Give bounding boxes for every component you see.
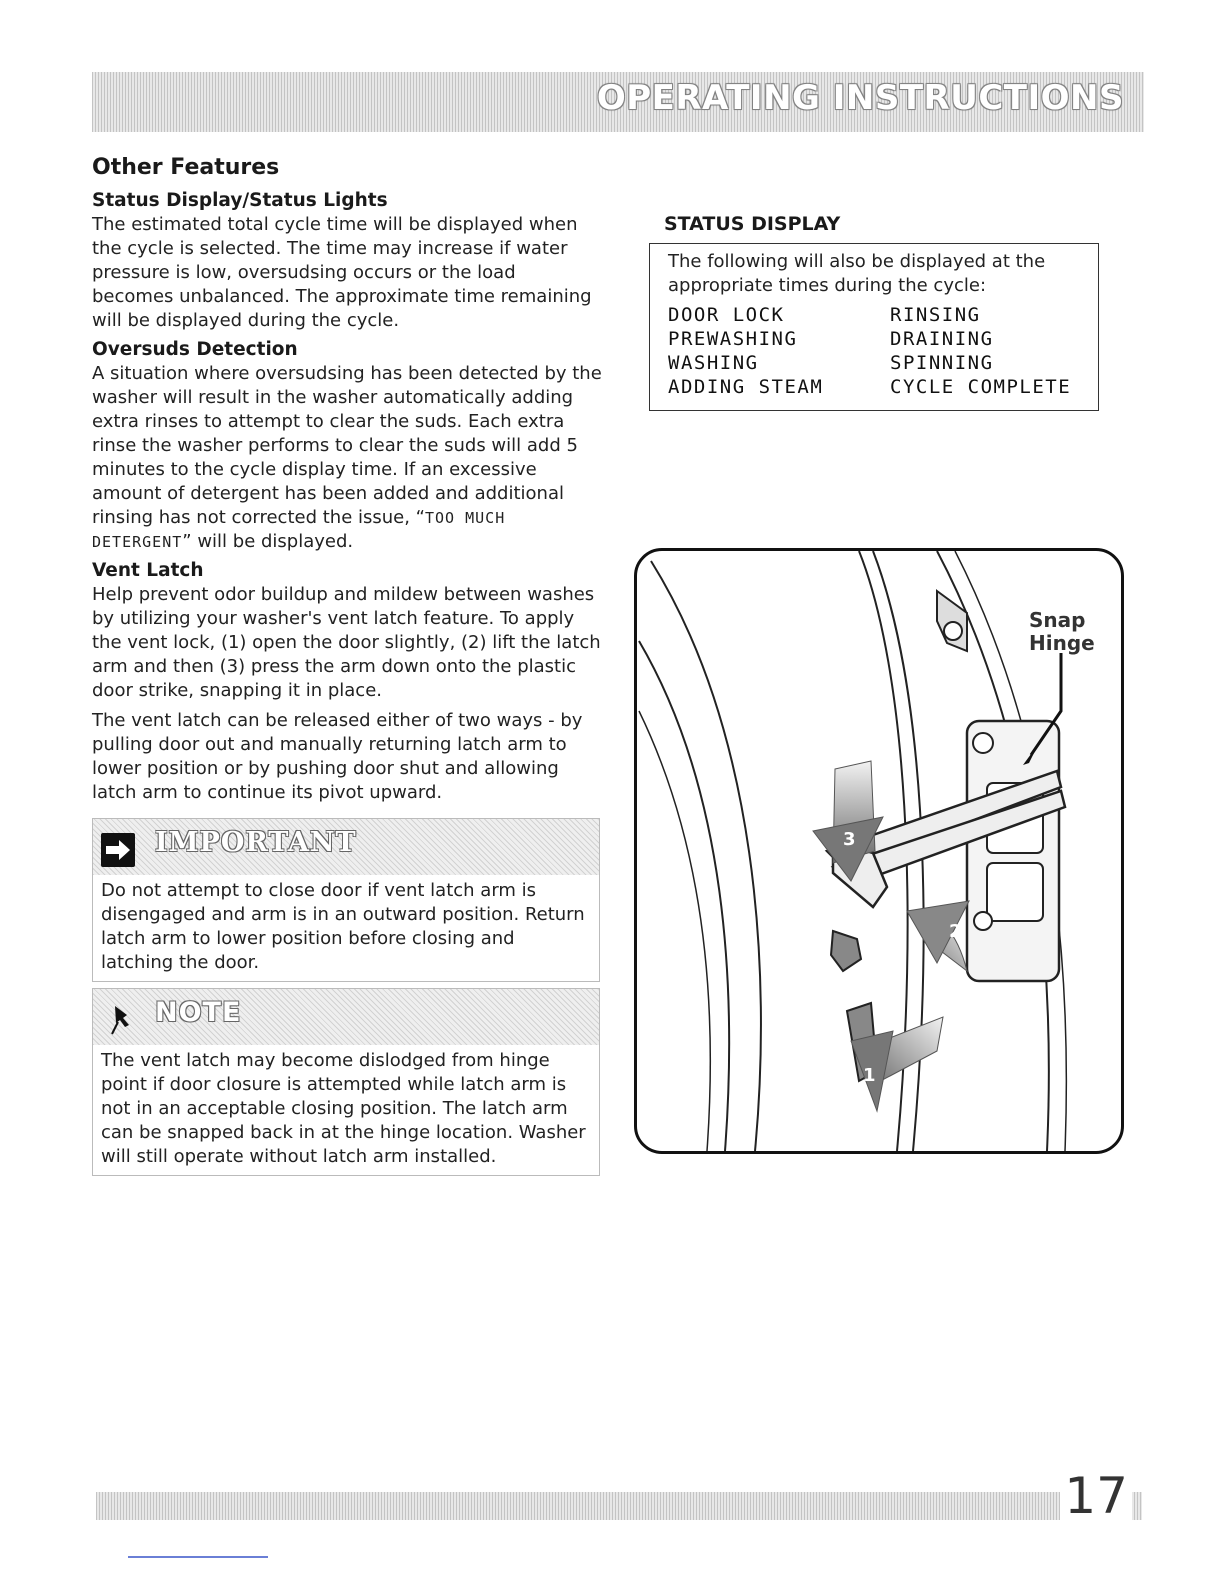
important-callout (92, 818, 600, 982)
oversuds-body-start: A situation where oversudsing has been detected by the washer will result in the washer automatically adding extra rinses to attempt to clear the suds. Each extra rinse the washer performs to clear the suds will add 5 minutes to the cycle display time. If an excessive amount of detergent has been added and additional rinsing has not corrected the issue, “ (92, 363, 602, 528)
oversuds-body (92, 362, 602, 554)
snap-hinge-label: Snap Hinge (1029, 608, 1095, 655)
page-number: 17 (1060, 1466, 1132, 1526)
status-spinning: SPINNING (890, 352, 994, 374)
pushpin-icon (107, 1003, 137, 1037)
status-draining: DRAINING (890, 328, 994, 350)
status-display-box (649, 243, 1099, 411)
vent-latch-illustration (634, 548, 1124, 1154)
step-label-1: 1 (863, 1065, 876, 1086)
status-display-title: STATUS DISPLAY (664, 213, 841, 235)
bottom-rule (128, 1556, 268, 1558)
important-body-box (93, 875, 599, 981)
note-callout (92, 988, 600, 1176)
too-much-detergent-display: TOO MUCH DETERGENT (92, 509, 506, 551)
status-rinsing: RINSING (890, 304, 981, 326)
header-band (92, 72, 1144, 132)
note-body: The vent latch may become dislodged from hinge point if door closure is attempted while latch arm is not in an acceptable closing position. The latch arm can be snapped back in at the hinge location. Washer will still operate without latch arm installed. (101, 1050, 586, 1167)
status-lights-heading: Status Display/Status Lights (92, 190, 388, 211)
oversuds-body-end: ” will be displayed. (182, 531, 354, 552)
step-label-3: 3 (843, 829, 856, 850)
important-body: Do not attempt to close door if vent latch arm is disengaged and arm is in an outward position. Return latch arm to lower position before closing and latching the door. (101, 880, 585, 973)
status-display-intro: The following will also be displayed at the appropriate times during the cycle: (668, 251, 1046, 296)
left-column (92, 155, 602, 809)
oversuds-heading: Oversuds Detection (92, 339, 298, 360)
arrow-right-icon (101, 833, 135, 867)
status-door-lock: DOOR LOCK (668, 304, 785, 326)
note-header (93, 989, 599, 1045)
vent-latch-para-1: Help prevent odor buildup and mildew between washes by utilizing your washer's vent latch feature. To apply the vent lock, (1) open the door slightly, (2) lift the latch arm and then (3) press the arm down onto the plastic door strike, snapping it in place. (92, 584, 601, 701)
status-prewashing: PREWASHING (668, 328, 798, 350)
section-title: Other Features (92, 155, 280, 180)
status-lights-body: The estimated total cycle time will be displayed when the cycle is selected. The time may increase if water pressure is low, oversudsing occurs or the load becomes unbalanced. The approximate time remaining will be displayed during the cycle. (92, 214, 592, 331)
step-label-2: 2 (949, 921, 962, 942)
vent-latch-para-2: The vent latch can be released either of two ways - by pulling door out and manually returning latch arm to lower position or by pushing door shut and allowing latch arm to continue its pivot upward. (92, 710, 583, 803)
status-display-grid (668, 304, 1098, 398)
note-body-box (93, 1045, 599, 1175)
important-title: IMPORTANT (155, 827, 357, 858)
important-header (93, 819, 599, 875)
status-cycle-complete: CYCLE COMPLETE (890, 376, 1072, 398)
status-adding-steam: ADDING STEAM (668, 376, 824, 398)
vent-latch-heading: Vent Latch (92, 560, 204, 581)
footer-band (96, 1492, 1142, 1520)
status-washing: WASHING (668, 352, 759, 374)
page-title: OPERATING INSTRUCTIONS (596, 78, 1124, 118)
note-title: NOTE (155, 997, 242, 1028)
